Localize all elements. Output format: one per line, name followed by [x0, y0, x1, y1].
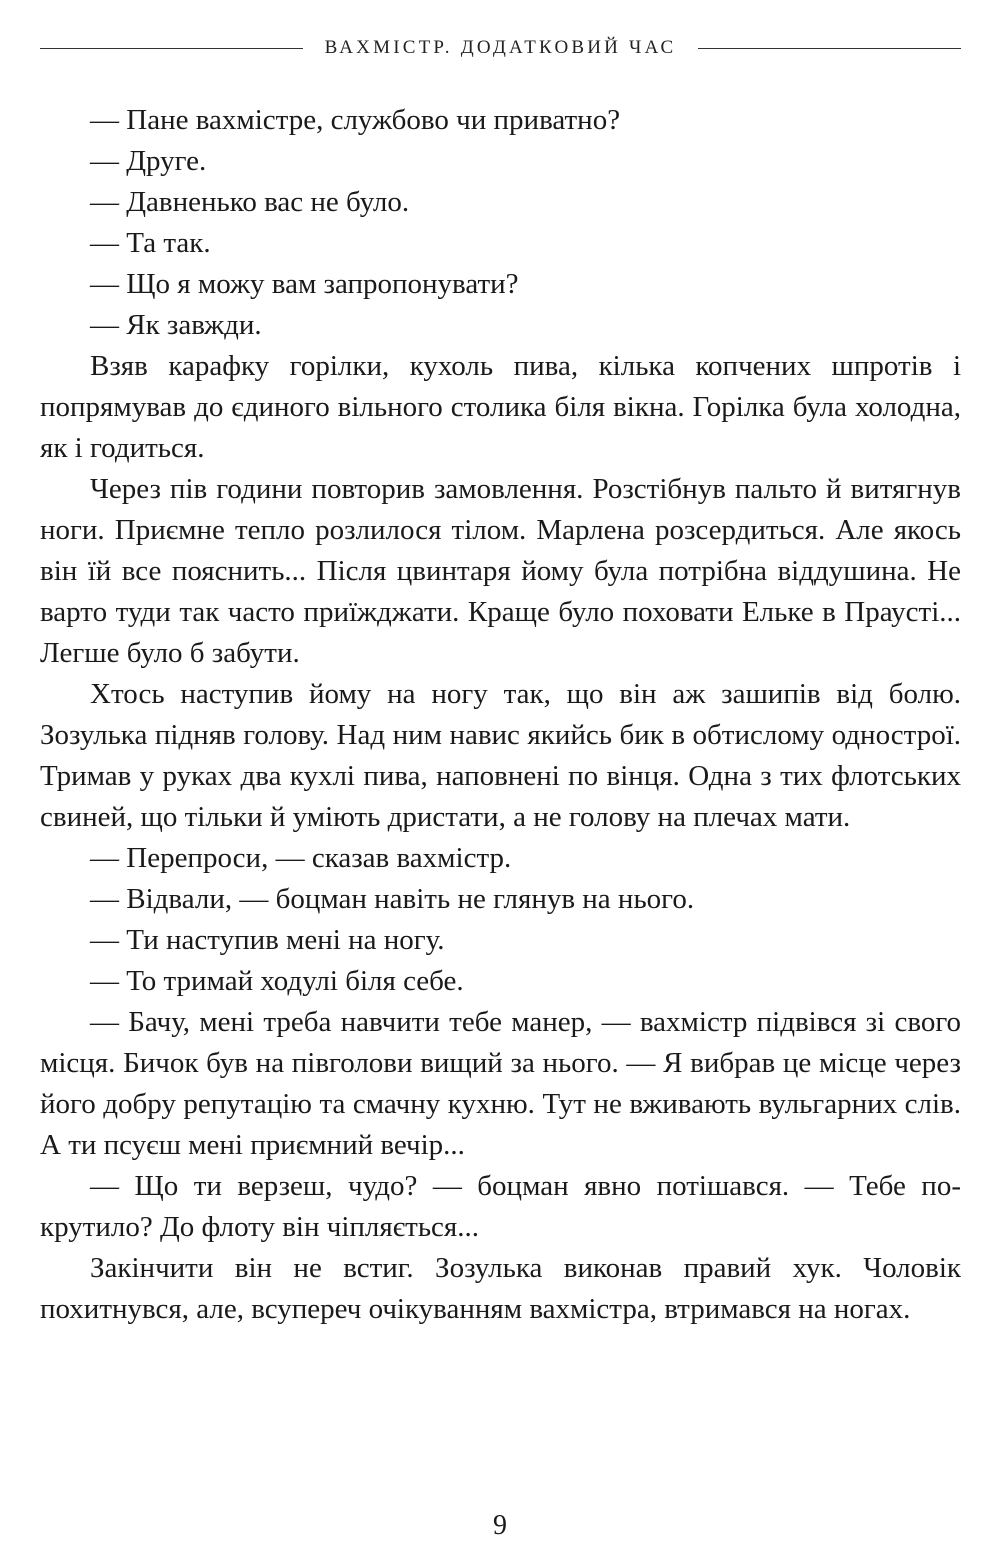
- dialogue-line: — Пане вахмістре, службово чи приватно?: [90, 104, 621, 136]
- paragraph: Взяв карафку горілки, кухоль пива, кілька копчених шпротів і попрямував до єдиного вільного столика біля вікна. Горілка була холодна, як і годиться.: [40, 350, 961, 464]
- header-rule-left: [40, 48, 303, 49]
- dialogue-line: — Давненько вас не було.: [90, 186, 410, 218]
- dialogue-line: — Та так.: [90, 227, 211, 259]
- running-header: [40, 30, 961, 66]
- paragraph: Закінчити він не встиг. Зозулька виконав правий хук. Чоловік похитнувся, але, всупереч очікуванням вахмістра, втримався на ногах.: [40, 1252, 961, 1325]
- dialogue-line: — Що ти верзеш, чудо? — боцман явно потішався. — Тебе покрутило? До флоту він чіпляється...: [40, 1170, 961, 1243]
- paragraph: Через пів години повторив замовлення. Розстібнув пальто й витягнув ноги. Приємне тепло розлилося тілом. Марлена розсердиться. Але якось він їй все пояснить... Після цвинтаря йому була потрібна віддушина. Не варто туди так часто приїжджати. Краще було поховати Ельке в Праусті... Легше було б забути.: [40, 473, 961, 669]
- dialogue-line: — То тримай ходулі біля себе.: [90, 965, 464, 997]
- dialogue-line: — Ти наступив мені на ногу.: [90, 924, 445, 956]
- dialogue-line: — Перепроси, — сказав вахмістр.: [90, 842, 512, 874]
- running-title: ВАХМІСТР. ДОДАТКОВИЙ ЧАС: [324, 37, 677, 58]
- dialogue-line: — Що я можу вам запропонувати?: [90, 268, 519, 300]
- header-rule-right: [698, 48, 961, 49]
- dialogue-line: — Бачу, мені треба навчити тебе манер, — вахмістр підвівся зі свого місця. Бичок був на півголови вищий за нього. — Я вибрав це місце через його добру репутацію та смачну кухню. Тут не вживають вульгарних слів. А ти псуєш мені приємний вечір...: [40, 1006, 961, 1161]
- page-body: [40, 100, 961, 1330]
- dialogue-line: — Друге.: [90, 145, 207, 177]
- dialogue-line: — Відвали, — боцман навіть не глянув на нього.: [90, 883, 695, 915]
- paragraph: Хтось наступив йому на ногу так, що він аж зашипів від болю. Зозулька підняв голову. Над ним навис якийсь бик в обтислому однострої. Тримав у руках два кухлі пива, наповнені по вінця. Одна з тих флотських свиней, що тільки й уміють дристати, а не голову на плечах мати.: [40, 678, 961, 833]
- page-number: 9: [493, 1510, 507, 1541]
- dialogue-line: — Як завжди.: [90, 309, 262, 341]
